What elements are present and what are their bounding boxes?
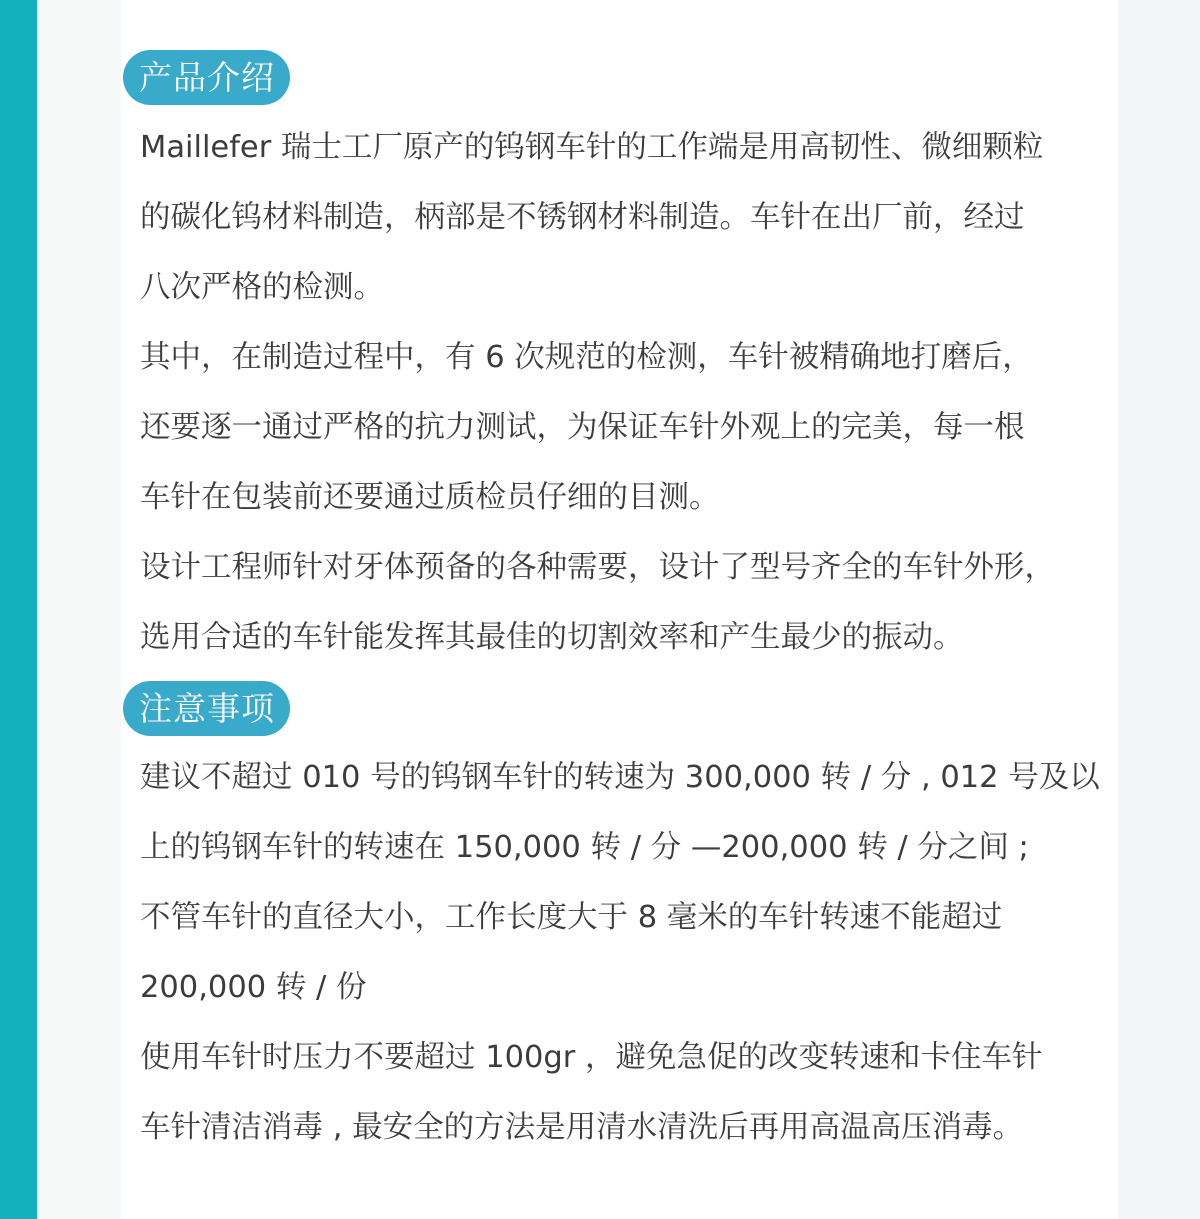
intro-line: 设计工程师针对牙体预备的各种需要，设计了型号齐全的车针外形， <box>140 550 1055 585</box>
precaution-line: 使用车针时压力不要超过 100gr ，避免急促的改变转速和卡住车针 <box>140 1040 1043 1075</box>
intro-line: Maillefer 瑞士工厂原产的钨钢车针的工作端是用高韧性、微细颗粒 <box>140 130 1044 165</box>
intro-line: 车针在包装前还要通过质检员仔细的目测。 <box>140 480 720 515</box>
precaution-line: 200,000 转 / 份 <box>140 970 367 1005</box>
section-title-product-intro: 产品介绍 <box>123 50 290 105</box>
right-gutter <box>1118 0 1200 1219</box>
precaution-line: 上的钨钢车针的转速在 150,000 转 / 分 —200,000 转 / 分之间 ; <box>140 830 1029 865</box>
content-panel <box>121 0 1118 1219</box>
intro-line: 八次严格的检测。 <box>140 270 384 305</box>
intro-line: 还要逐一通过严格的抗力测试，为保证车针外观上的完美，每一根 <box>140 410 1025 445</box>
intro-line: 的碳化钨材料制造，柄部是不锈钢材料制造。车针在出厂前，经过 <box>140 200 1025 235</box>
precaution-line: 建议不超过 010 号的钨钢车针的转速为 300,000 转 / 分 , 012 号及以 <box>140 760 1100 795</box>
intro-line: 选用合适的车针能发挥其最佳的切割效率和产生最少的振动。 <box>140 620 964 655</box>
precaution-line: 不管车针的直径大小，工作长度大于 8 毫米的车针转速不能超过 <box>140 900 1003 935</box>
precaution-line: 车针清洁消毒 , 最安全的方法是用清水清洗后再用高温高压消毒。 <box>140 1110 1024 1145</box>
side-stripe <box>0 0 37 1219</box>
intro-line: 其中，在制造过程中，有 6 次规范的检测，车针被精确地打磨后， <box>140 340 1033 375</box>
section-title-precautions: 注意事项 <box>123 681 290 736</box>
